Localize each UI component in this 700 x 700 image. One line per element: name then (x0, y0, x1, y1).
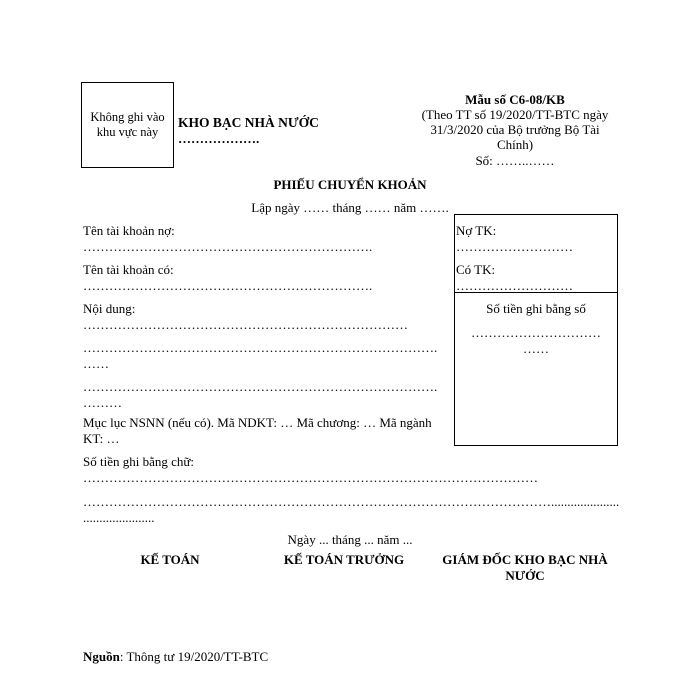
source-text: : Thông tư 19/2020/TT-BTC (119, 649, 269, 664)
treasury-name: KHO BẠC NHÀ NƯỚC (178, 115, 319, 130)
director-signature-line-1: GIÁM ĐỐC KHO BẠC NHÀ (442, 552, 608, 567)
debit-account-dots: …………………………………………………………. (83, 239, 373, 254)
content-dots-2b: …… (83, 356, 109, 371)
debit-tk-dots: ……………………… (456, 239, 573, 254)
credit-account-dots: …………………………………………………………. (83, 278, 373, 293)
credit-tk-dots: ……………………… (456, 278, 573, 293)
form-ref-3: Chính) (496, 137, 534, 152)
form-number: Số: ……..…… (475, 153, 555, 168)
amount-words-dots-2: ………………………………………………………………………………………………..................... (83, 494, 620, 509)
budget-code-line-2: KT: … (83, 431, 120, 446)
content-dots-3: ………………………………………………………………………. (83, 379, 438, 394)
amount-number-label: Số tiền ghi bằng số (486, 301, 586, 316)
debit-tk-label: Nợ TK: (456, 223, 497, 238)
source-label: Nguồn (83, 649, 120, 664)
no-write-line1: Không ghi vào (90, 110, 165, 124)
content-label: Nội dung: (83, 301, 136, 316)
document-title: PHIẾU CHUYỂN KHOẢN (273, 177, 427, 192)
form-ref-2: 31/3/2020 của Bộ trưởng Bộ Tài (430, 122, 600, 137)
treasury-dots: ………………. (178, 131, 260, 146)
signature-date: Ngày ... tháng ... năm ... (287, 532, 413, 547)
budget-code-line-1: Mục lục NSNN (nếu có). Mã NDKT: … Mã chương: … Mã ngành (83, 415, 432, 430)
chief-accountant-signature: KẾ TOÁN TRƯỞNG (283, 552, 405, 567)
content-dots-1: ………………………………………………………………… (83, 317, 408, 332)
debit-account-label: Tên tài khoản nợ: (83, 223, 175, 238)
amount-words-dots-3: ...................... (83, 510, 155, 525)
credit-tk-label: Có TK: (456, 262, 496, 277)
date-line: Lập ngày …… tháng …… năm ……. (251, 200, 449, 215)
form-ref-1: (Theo TT số 19/2020/TT-BTC ngày (421, 107, 609, 122)
no-write-line2: khu vực này (96, 125, 159, 139)
amount-words-label: Số tiền ghi bằng chữ: (83, 454, 195, 469)
accountant-signature: KẾ TOÁN (140, 552, 200, 567)
source-note (83, 649, 268, 665)
amount-words-dots-1: …………………………………………………………………………………………… (83, 470, 538, 485)
amount-number-dots-2: …… (523, 341, 549, 356)
content-dots-2: ………………………………………………………………………. (83, 340, 438, 355)
amount-number-dots-1: ………………………… (471, 325, 601, 340)
no-write-box (81, 82, 174, 168)
content-dots-3b: ……… (83, 395, 122, 410)
director-signature-line-2: NƯỚC (505, 568, 545, 583)
form-code: Mẫu số C6-08/KB (465, 92, 565, 107)
credit-account-label: Tên tài khoản có: (83, 262, 174, 277)
